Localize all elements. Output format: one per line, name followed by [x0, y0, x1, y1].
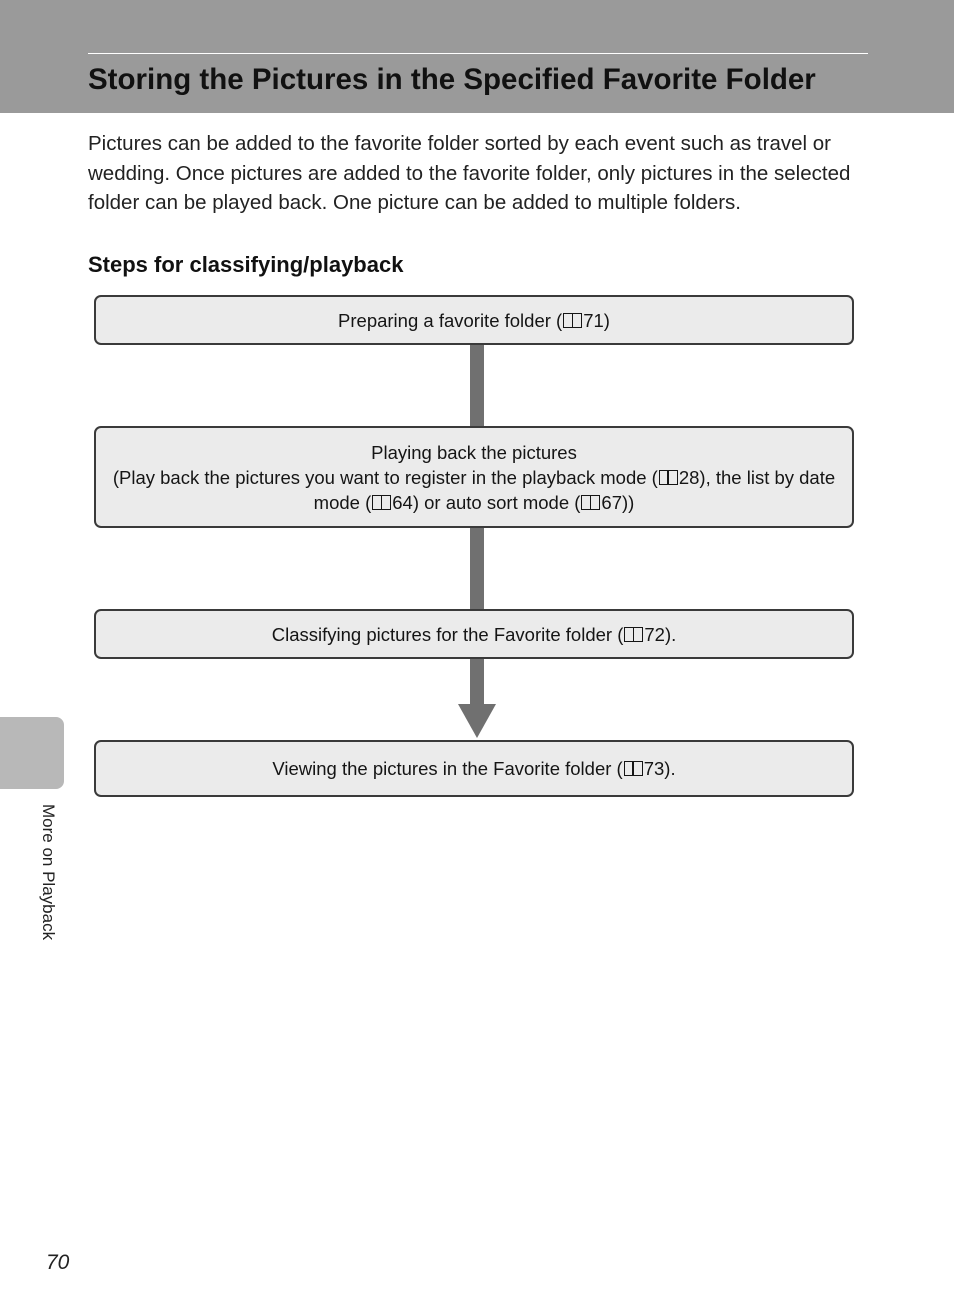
header-rule — [88, 53, 868, 54]
flow-step-view — [94, 740, 854, 797]
down-arrow-icon — [458, 704, 496, 738]
step-title: Playing back the pictures — [371, 441, 577, 463]
flow-connector-1 — [470, 343, 484, 428]
flow-connector-2 — [470, 526, 484, 612]
intro-paragraph: Pictures can be added to the favorite folder sorted by each event such as travel or wedding. Once pictures are added to the favorite folder, only pictures in the selected folder can be played back. One picture can be added to multiple folders. — [88, 132, 851, 214]
book-reference-icon — [372, 495, 391, 510]
step-text: Classifying pictures for the Favorite folder ( 72). — [271, 623, 677, 645]
step-text: Viewing the pictures in the Favorite folder ( 73). — [272, 758, 676, 779]
chapter-side-label: More on Playback — [39, 804, 58, 941]
header-band — [0, 0, 954, 113]
book-reference-icon — [624, 761, 643, 776]
book-reference-icon — [624, 627, 643, 642]
step-text: Preparing a favorite folder ( 71) — [338, 309, 610, 331]
chapter-side-tab — [0, 717, 64, 789]
flow-step-classify — [94, 609, 854, 659]
step-detail: (Play back the pictures you want to register in the playback mode ( 28), the list by date mode ( 64) or auto sort mode ( 67)) — [112, 466, 836, 513]
flow-step-playback — [94, 426, 854, 528]
section-heading: Steps for classifying/playback — [88, 252, 404, 277]
page-title: Storing the Pictures in the Specified Favorite Folder — [88, 63, 816, 96]
book-reference-icon — [659, 470, 678, 485]
book-reference-icon — [563, 313, 582, 328]
flow-connector-3 — [470, 657, 484, 707]
book-reference-icon — [581, 495, 600, 510]
page-number: 70 — [46, 1251, 70, 1274]
flow-step-prepare-folder — [94, 295, 854, 345]
